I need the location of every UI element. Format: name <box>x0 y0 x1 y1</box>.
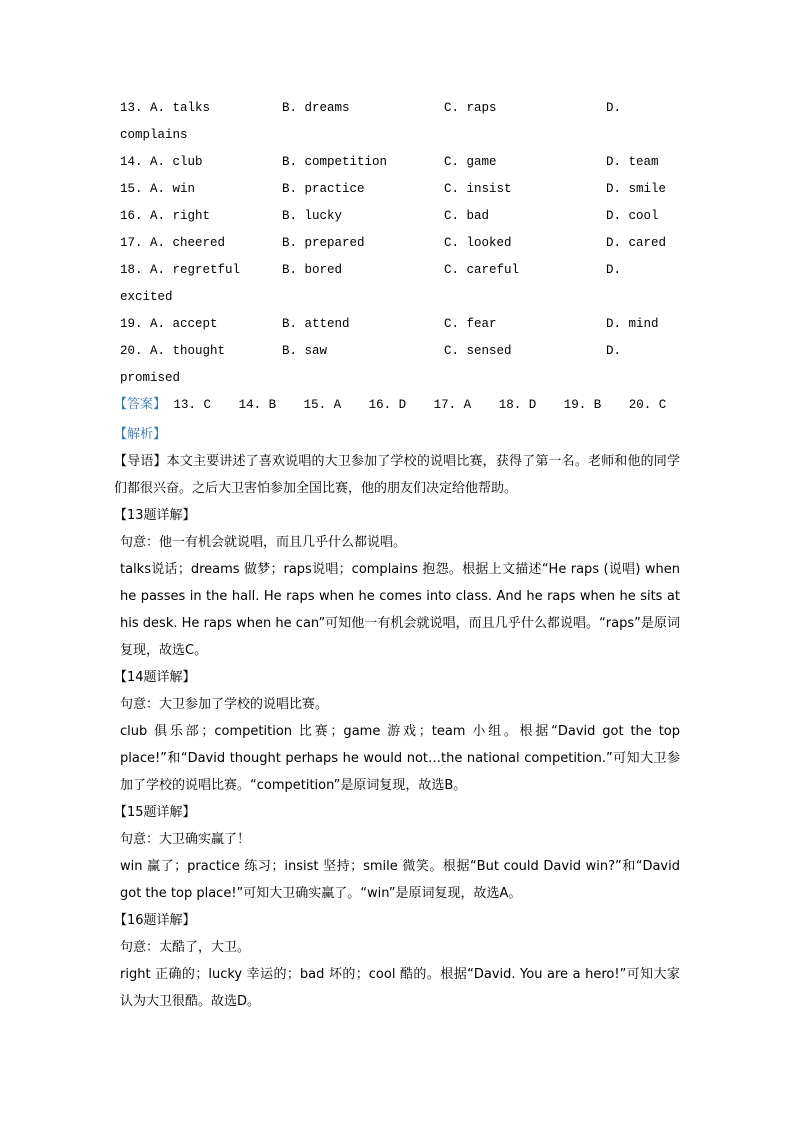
option-c: C. insist <box>444 182 512 196</box>
question-number: 20. <box>120 344 143 358</box>
option-d: D. cool <box>606 209 659 223</box>
sentence-meaning: 句意：大卫确实赢了！ <box>120 832 251 847</box>
intro-text: 本文主要讲述了喜欢说唱的大卫参加了学校的说唱比赛，获得了第一名。老师和他的同学们都很兴奋。之后大卫害怕参加全国比赛，他的朋友们决定给他帮助。 <box>114 454 680 496</box>
option-c: C. sensed <box>444 344 512 358</box>
answer-row <box>114 394 680 421</box>
option-d: D. team <box>606 155 659 169</box>
question-number: 19. <box>120 317 143 331</box>
option-b: B. saw <box>282 344 328 358</box>
question-18 <box>120 259 680 286</box>
explanation: right 正确的；lucky 幸运的；bad 坏的；cool 酷的。根据“David. You are a hero!”可知大家认为大卫很酷。故选D。 <box>120 967 680 1009</box>
option-c: C. raps <box>444 101 497 115</box>
option-c: C. bad <box>444 209 490 223</box>
detail-section-16 <box>114 907 680 1015</box>
option-a-text: A. accept <box>150 317 218 331</box>
answer-item: 16. D <box>368 398 407 412</box>
detail-heading: 【13题详解】 <box>114 508 196 523</box>
option-c: C. game <box>444 155 497 169</box>
option-a-text: A. cheered <box>150 236 226 250</box>
detail-heading: 【14题详解】 <box>114 670 196 685</box>
detail-heading: 【15题详解】 <box>114 805 196 820</box>
option-a <box>120 151 203 173</box>
question-number: 14. <box>120 155 143 169</box>
question-list <box>120 97 680 394</box>
option-b: B. practice <box>282 182 365 196</box>
answer-item: 19. B <box>563 398 602 412</box>
option-a-text: A. thought <box>150 344 226 358</box>
option-a <box>120 259 240 281</box>
option-a <box>120 205 210 227</box>
question-number: 15. <box>120 182 143 196</box>
option-a <box>120 340 225 362</box>
option-b: B. competition <box>282 155 388 169</box>
option-b: B. lucky <box>282 209 343 223</box>
option-a <box>120 232 225 254</box>
sentence-meaning: 句意：大卫参加了学校的说唱比赛。 <box>120 697 329 712</box>
explanation: win 赢了；practice 练习；insist 坚持；smile 微笑。根据“But could David win?”和“David got the top place!”可知大卫确实赢了。“win”是原词复现，故选A。 <box>120 859 680 901</box>
analysis-label: 【解析】 <box>114 427 167 442</box>
detail-section-13 <box>114 502 680 664</box>
option-a-text: A. club <box>150 155 203 169</box>
question-number: 17. <box>120 236 143 250</box>
option-d-wrapped: excited <box>120 290 173 304</box>
sentence-meaning: 句意：太酷了，大卫。 <box>120 940 251 955</box>
option-b: B. bored <box>282 263 343 277</box>
option-d: D. <box>606 344 622 358</box>
intro-paragraph <box>114 448 680 502</box>
option-c: C. fear <box>444 317 497 331</box>
option-d: D. mind <box>606 317 659 331</box>
answer-label: 【答案】 <box>114 397 167 412</box>
option-a-text: A. win <box>150 182 196 196</box>
option-d-wrapped: complains <box>120 128 188 142</box>
question-number: 13. <box>120 101 143 115</box>
answer-item: 17. A <box>433 398 472 412</box>
intro-label: 【导语】 <box>114 454 167 469</box>
option-d: D. smile <box>606 182 667 196</box>
question-17 <box>120 232 680 259</box>
option-b: B. prepared <box>282 236 365 250</box>
detail-section-15 <box>114 799 680 907</box>
option-a <box>120 97 210 119</box>
question-number: 16. <box>120 209 143 223</box>
detail-section-14 <box>114 664 680 799</box>
question-15 <box>120 178 680 205</box>
question-number: 18. <box>120 263 143 277</box>
explanation: club 俱乐部；competition 比赛；game 游戏；team 小组。根据“David got the top place!”和“David thought perhaps he would not…the national competition.”可知大卫参加了学校的说唱比赛。“competition”是原词复现，故选B。 <box>120 724 680 793</box>
option-d: D. <box>606 101 622 115</box>
option-a-text: A. right <box>150 209 211 223</box>
answer-item: 14. B <box>238 398 277 412</box>
option-c: C. looked <box>444 236 512 250</box>
option-b: B. dreams <box>282 101 350 115</box>
explanation: talks说话；dreams 做梦；raps说唱；complains 抱怨。根据上文描述“He raps (说唱) when he passes in the hall. He raps when he comes into class. And he raps when he sits at his desk. He raps when he can”可知他一有机会就说唱，而且几乎什么都说唱。“raps”是原词复现，故选C。 <box>120 562 680 658</box>
option-d: D. cared <box>606 236 667 250</box>
question-13 <box>120 97 680 124</box>
answer-item: 13. C <box>173 398 212 412</box>
question-14 <box>120 151 680 178</box>
option-c: C. careful <box>444 263 520 277</box>
answer-item: 18. D <box>498 398 537 412</box>
question-20 <box>120 340 680 367</box>
option-b: B. attend <box>282 317 350 331</box>
question-16 <box>120 205 680 232</box>
option-a-text: A. regretful <box>150 263 241 277</box>
document-page <box>114 97 680 1015</box>
option-d: D. <box>606 263 622 277</box>
question-19 <box>120 313 680 340</box>
option-a-text: A. talks <box>150 101 211 115</box>
option-a <box>120 178 195 200</box>
answer-item: 15. A <box>303 398 342 412</box>
option-a <box>120 313 218 335</box>
detail-heading: 【16题详解】 <box>114 913 196 928</box>
option-d-wrapped: promised <box>120 371 181 385</box>
answer-item: 20. C <box>628 398 667 412</box>
sentence-meaning: 句意：他一有机会就说唱，而且几乎什么都说唱。 <box>120 535 407 550</box>
